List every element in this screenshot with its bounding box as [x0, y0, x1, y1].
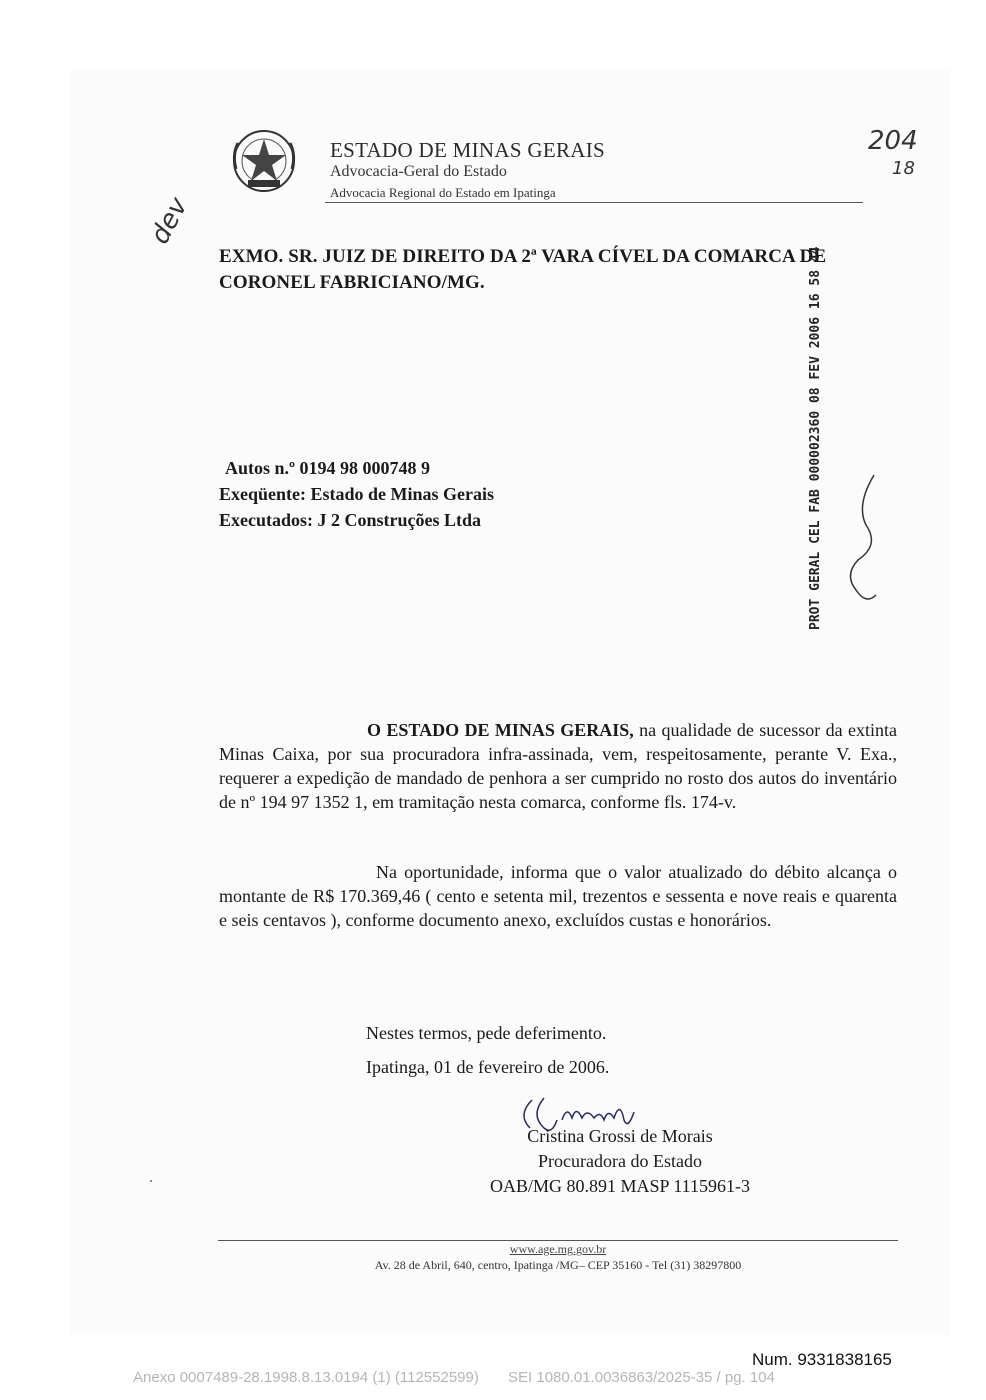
document-number: Num. 9331838165	[752, 1350, 892, 1369]
signer-name: Cristina Grossi de Morais	[527, 1126, 713, 1146]
case-info	[219, 455, 494, 533]
body-p1-text: na qualidade de sucessor da extinta Minas Caixa, por sua procuradora infra-assinada, vem, respeitosamente, perante V. Exa., requerer a expedição de mandado de penhora a ser cumprido no rosto dos autos do inventário de nº 194 97 1352 1, em tramitação nesta comarca, conforme fls. 174-v.	[219, 720, 897, 812]
coat-of-arms-icon	[228, 125, 300, 197]
header-regional: Advocacia Regional do Estado em Ipatinga	[330, 185, 556, 200]
body-p1-bold: O ESTADO DE MINAS GERAIS,	[367, 720, 634, 740]
signer-title: Procuradora do Estado	[538, 1151, 702, 1171]
annex-reference: Anexo 0007489-28.1998.8.13.0194 (1) (112552599) SEI 1080.01.0036863/2025-35 / pg. 104	[133, 1369, 775, 1386]
header-divider	[325, 202, 863, 203]
signer-registration: OAB/MG 80.891 MASP 1115961-3	[489, 1176, 751, 1196]
footer-url: www.age.mg.gov.br	[509, 1242, 607, 1256]
case-executados: Executados: J 2 Construções Ltda	[219, 510, 482, 530]
handwritten-margin-note: dev	[145, 192, 194, 250]
closing	[366, 1016, 609, 1084]
stamp-initials-signature	[836, 465, 886, 615]
body-p2-text: Na oportunidade, informa que o valor atualizado do débito alcança o montante de R$ 170.369,46 ( cento e setenta mil, trezentos e sessenta e nove reais e quarenta e seis centavos ), conforme documento anexo, excluídos custas e honorários.	[219, 862, 897, 930]
footer-address: Av. 28 de Abril, 640, centro, Ipatinga /MG– CEP 35160 - Tel (31) 38297800	[374, 1258, 742, 1272]
handwritten-page-sub: 18	[892, 158, 915, 179]
case-exequente: Exeqüente: Estado de Minas Gerais	[219, 484, 495, 504]
handwritten-page-number: 204	[868, 126, 918, 156]
closing-terms: Nestes termos, pede deferimento.	[366, 1023, 607, 1043]
body-paragraph-1	[219, 718, 897, 814]
signer-block	[440, 1124, 800, 1199]
footer-divider	[218, 1240, 898, 1241]
header-state: ESTADO DE MINAS GERAIS	[330, 138, 606, 162]
header-agency: Advocacia-Geral do Estado	[330, 163, 507, 180]
body-paragraph-2	[219, 860, 897, 932]
closing-date: Ipatinga, 01 de fevereiro de 2006.	[366, 1057, 610, 1077]
scan-speck	[150, 1180, 152, 1182]
protocol-stamp: PROT GERAL CEL FAB 000002360 08 FEV 2006 16 58 44	[808, 246, 823, 630]
case-autos: Autos n.º 0194 98 000748 9	[225, 458, 430, 478]
salutation: EXMO. SR. JUIZ DE DIREITO DA 2ª VARA CÍVEL DA COMARCA DE CORONEL FABRICIANO/MG.	[219, 246, 827, 293]
